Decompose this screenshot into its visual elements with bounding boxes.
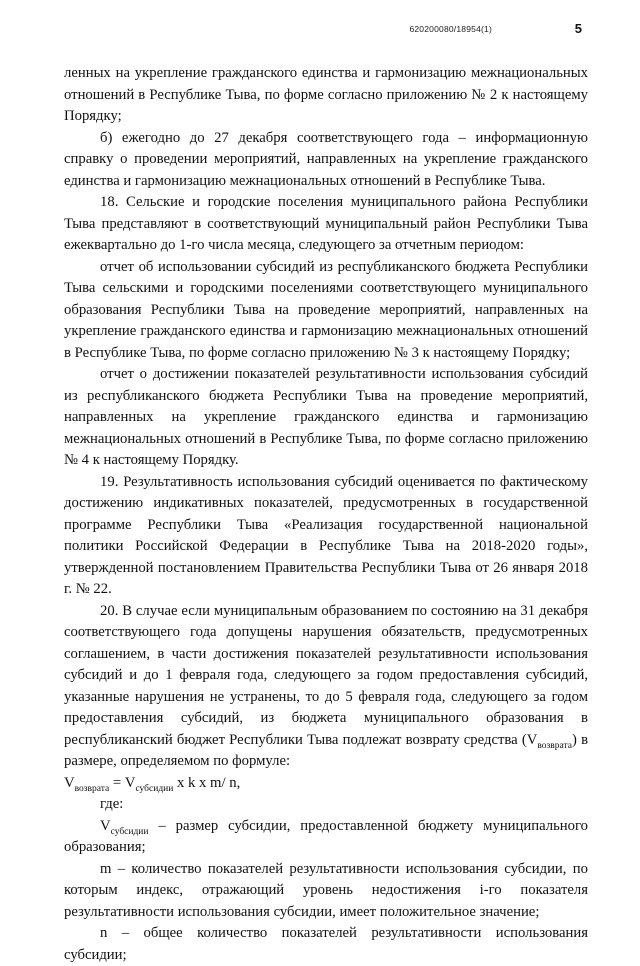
document-body xyxy=(64,63,588,966)
definition-v-subsidy xyxy=(64,816,588,859)
page-number: 5 xyxy=(574,21,582,36)
formula-sub-return: возврата xyxy=(74,783,110,794)
formula-sub-subsidy: субсидии xyxy=(135,783,174,794)
paragraph-19: 19. Результативность использования субсидий оценивается по фактическому достижению индикативных показателей, предусмотренных в государственной программе Республики Тыва «Реализация государственной национальной политики Российской Федерации в Республике Тыва на 2018-2020 годы», утвержденной постановлением Правительства Республики Тыва от 26 января 2018 г. № 22. xyxy=(64,473,588,597)
def-v-text: – размер субсидии, предоставленной бюджету муниципального образования; xyxy=(64,817,588,855)
paragraph-report-indicators: отчет о достижении показателей результативности использования субсидий из республиканского бюджета Республики Тыва на проведение мероприятий, направленных на укрепление гражданского единства и гармонизацию межнациональных отношений в Республике Тыва, по форме согласно приложению № 4 к настоящему Порядку. xyxy=(64,366,588,468)
definition-m: m – количество показателей результативности использования субсидии, по которым индекс, отражающий уровень недостижения i-го показателя результативности использования субсидии, имеет положительное значение; xyxy=(64,860,588,920)
paragraph-20 xyxy=(64,601,588,773)
paragraph-report-usage: отчет об использовании субсидий из республиканского бюджета Республики Тыва сельскими и городскими поселениями соответствующего муниципального образования Республики Тыва на проведение мероприятий, направленных на укрепление гражданского единства и гармонизацию межнациональных отношений в Республике Тыва, по форме согласно приложению № 3 к настоящему Порядку; xyxy=(64,258,588,361)
definition-n: n – общее количество показателей результативности использования субсидии; xyxy=(64,925,588,963)
def-v-sub: субсидии xyxy=(110,826,149,837)
formula-v: V xyxy=(64,774,75,791)
paragraph-18: 18. Сельские и городские поселения муниципального района Республики Тыва представляют в соответствующий муниципальный район Республики Тыва ежеквартально до 1-го числа месяца, следующего за отчетным периодом: xyxy=(64,194,588,253)
document-id: 620200080/18954(1) xyxy=(409,24,492,34)
return-formula xyxy=(64,773,588,795)
paragraph-20-text: 20. В случае если муниципальным образованием по состоянию на 31 декабря соответствующего года допущены нарушения обязательств, предусмотренных соглашением, в части достижения показателей результативности использования субсидий и до 1 февраля года, следующего за годом предоставления субсидий, указанные нарушения не устранены, то до 5 февраля года, следующего за годом предоставления субсидий, из бюджета муниципального образования в республиканский бюджет Республики Тыва подлежат возврату средства (V xyxy=(64,602,588,748)
formula-equals: = V xyxy=(109,774,136,791)
v-return-subscript: возврата xyxy=(537,740,572,751)
paragraph-20-tail: ) в размере, определяемом по формуле: xyxy=(64,731,589,769)
where-label: где: xyxy=(100,796,124,812)
paragraph-item-b: б) ежегодно до 27 декабря соответствующего года – информационную справку о проведении мероприятий, направленных на укрепление гражданского единства и гармонизацию межнациональных отношений в Республике Тыва. xyxy=(64,129,588,189)
paragraph-continuation: ленных на укрепление гражданского единства и гармонизацию межнациональных отношений в Республике Тыва, по форме согласно приложению № 2 к настоящему Порядку; xyxy=(64,65,588,124)
def-v: V xyxy=(100,817,111,834)
formula-tail: x k x m/ n, xyxy=(173,774,241,791)
